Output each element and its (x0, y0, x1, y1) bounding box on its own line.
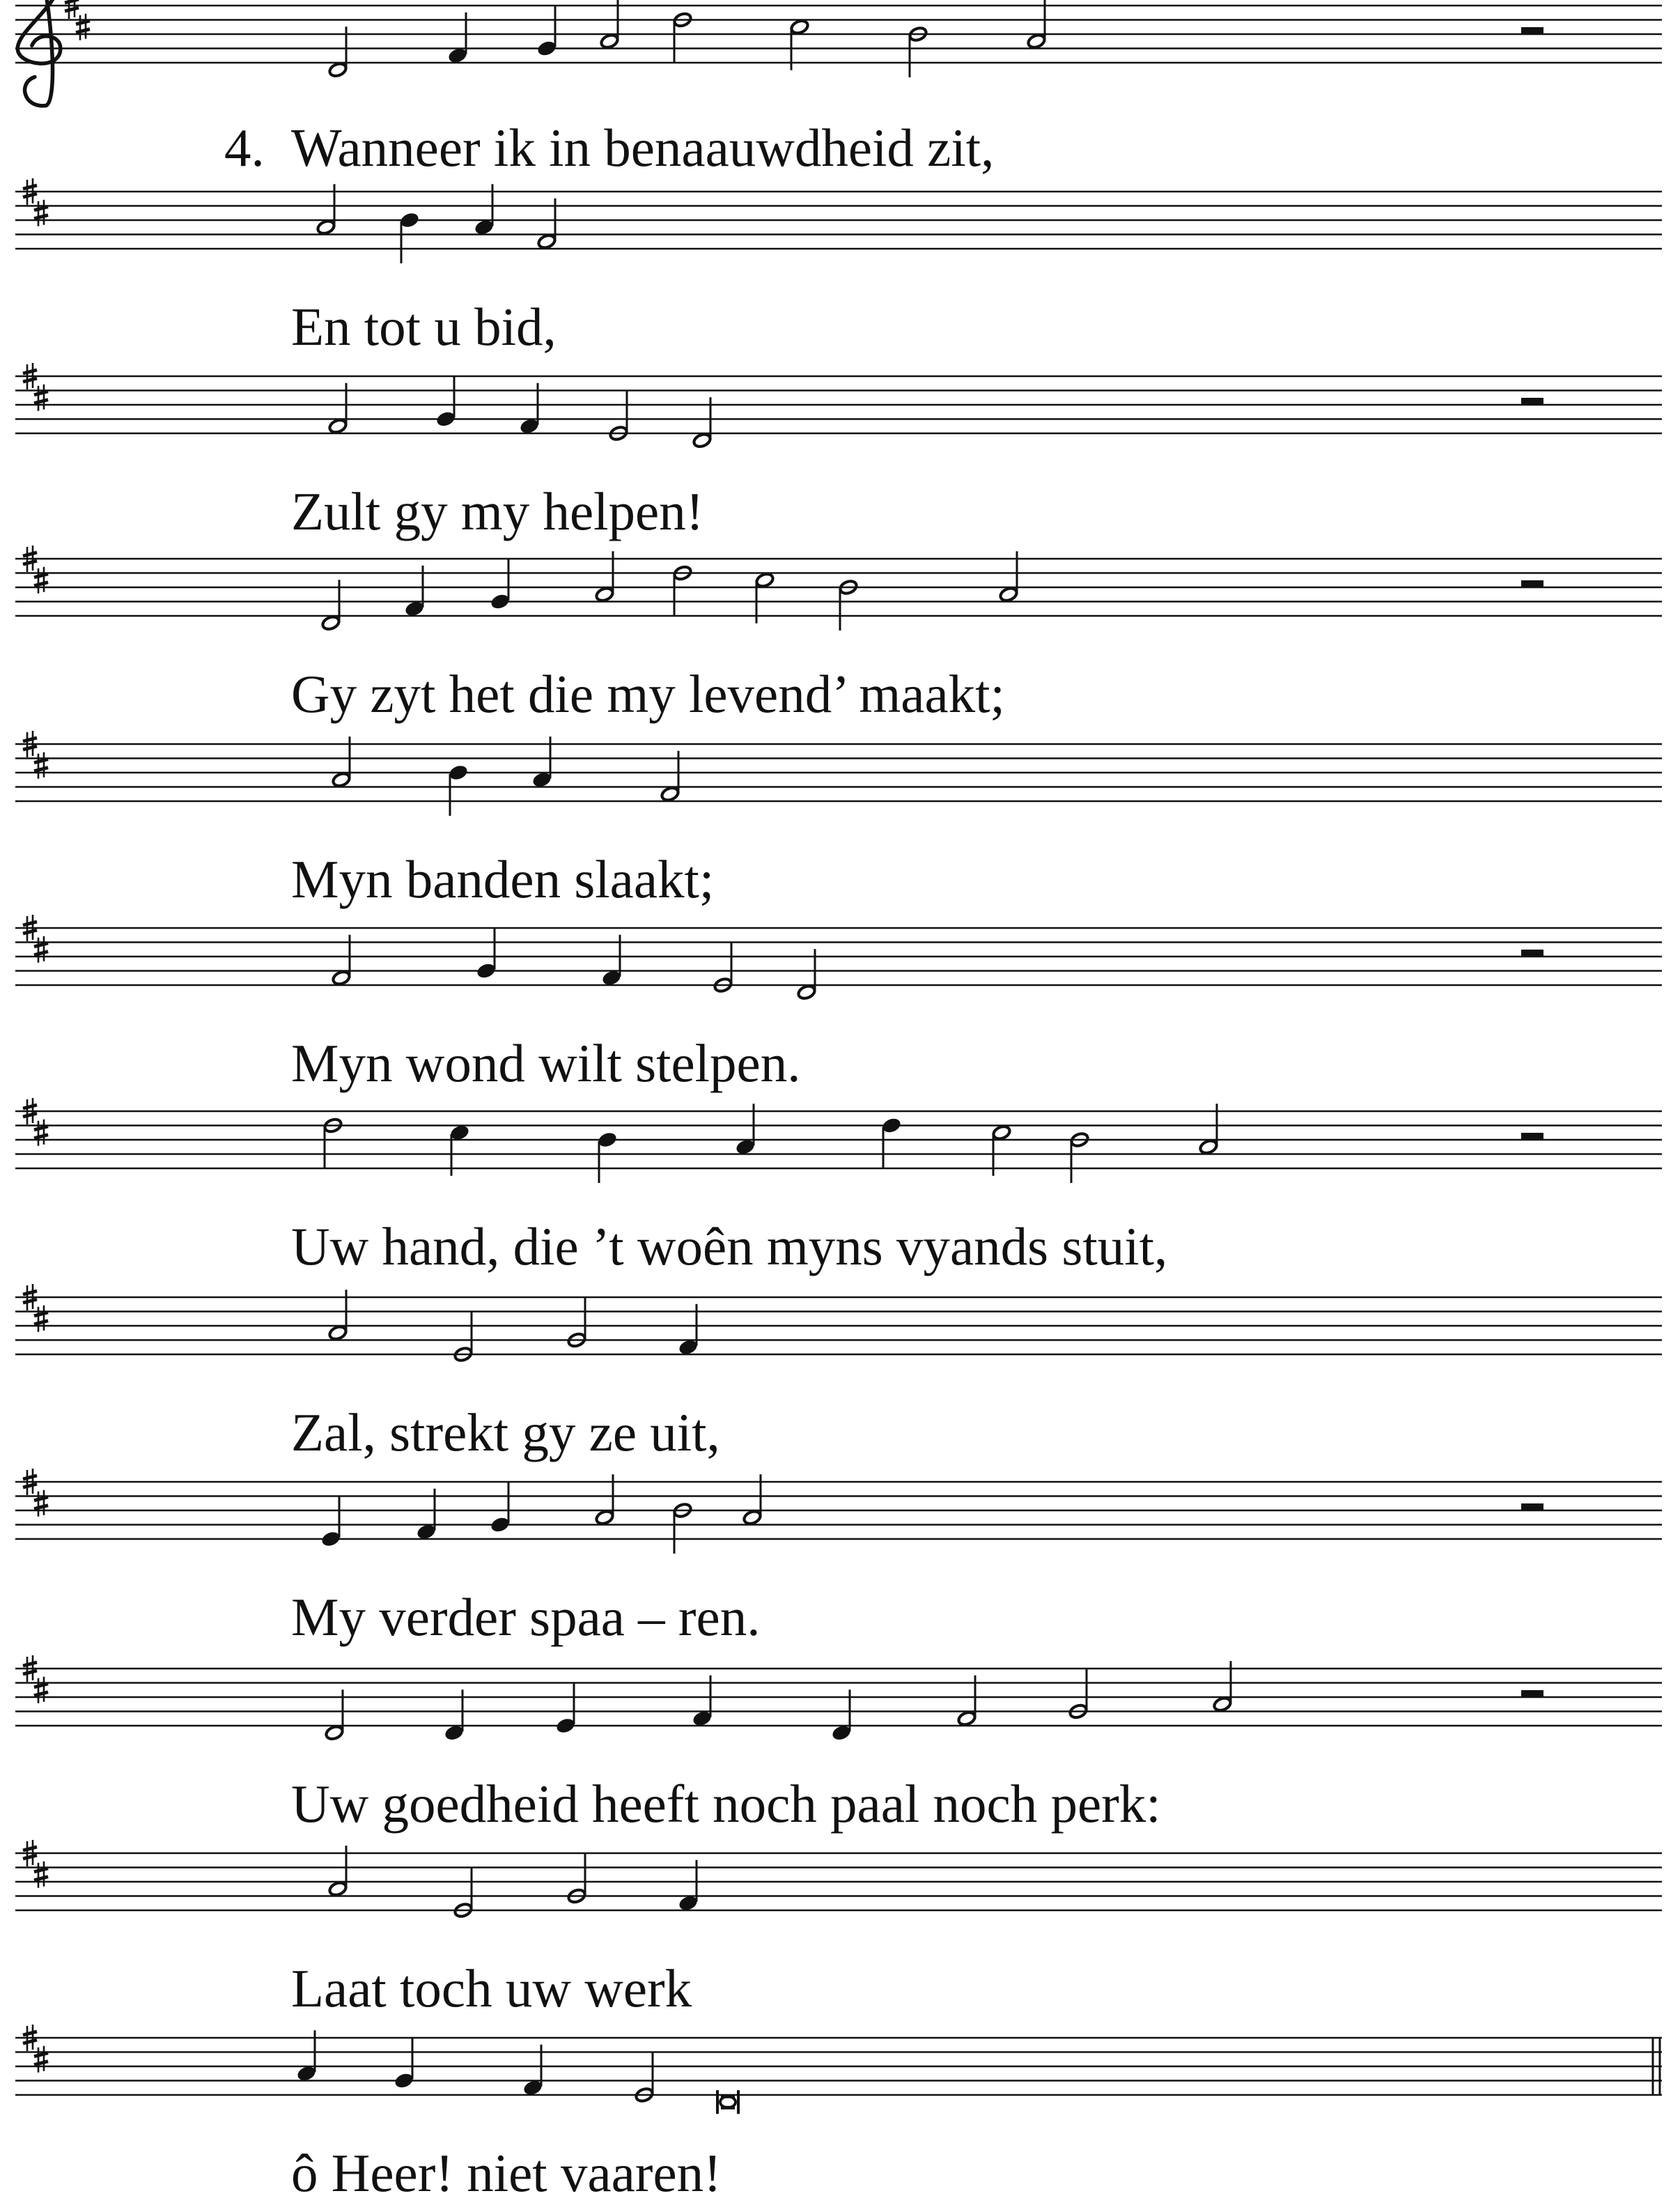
sharp-icon (34, 385, 48, 411)
note (476, 928, 497, 980)
sharp-icon (34, 200, 48, 226)
sharp-icon (34, 567, 48, 594)
note (448, 764, 469, 816)
lyric-line: Wanneer ik in benaauwdheid zit, (291, 118, 995, 178)
sharp-icon (34, 1677, 48, 1703)
staff-system (15, 178, 1662, 263)
staff-system (15, 1284, 1662, 1363)
half-rest-icon (1521, 1690, 1543, 1698)
lyric-line: Zult gy my helpen! (291, 481, 704, 541)
staff-system (15, 0, 1662, 106)
sharp-icon (34, 1120, 48, 1146)
half-rest-icon (1521, 1503, 1543, 1511)
note (1027, 0, 1046, 49)
staff-system (15, 1840, 1662, 1919)
sharp-icon (34, 2046, 48, 2073)
lyric-line: En tot u bid, (291, 297, 557, 357)
note (320, 1496, 342, 1548)
staff-system (15, 1655, 1662, 1742)
sharp-icon (34, 936, 48, 963)
note (490, 559, 511, 611)
lyric-line: Uw hand, die ’t woên myns vyands stuit, (291, 1216, 1168, 1276)
sharp-icon (34, 752, 48, 779)
lyric-line: Laat toch uw werk (291, 1958, 692, 2018)
staff-system (15, 546, 1662, 631)
lyric-line: Myn banden slaakt; (291, 849, 715, 909)
note (555, 1682, 577, 1735)
sharp-icon (76, 14, 90, 40)
breve-note (717, 2090, 738, 2114)
half-rest-icon (1521, 27, 1543, 35)
lyric-line: ô Heer! niet vaaren! (291, 2143, 722, 2203)
note (881, 1116, 903, 1168)
note (536, 6, 558, 58)
note (597, 1131, 619, 1183)
lyric-line: Gy zyt het die my levend’ maakt; (291, 664, 1005, 724)
staff-system (15, 363, 1662, 449)
staff-system (15, 915, 1662, 1000)
half-rest-icon (1521, 398, 1543, 405)
half-rest-icon (1521, 1133, 1543, 1140)
sharp-icon (34, 1490, 48, 1517)
half-rest-icon (1521, 580, 1543, 588)
verse-number: 4. (224, 118, 265, 178)
half-rest-icon (1521, 950, 1543, 957)
lyric-line: Uw goedheid heeft noch paal noch perk: (291, 1774, 1161, 1834)
note (394, 2038, 415, 2090)
sharp-icon (34, 1306, 48, 1332)
staff-system (15, 1469, 1662, 1554)
note (399, 211, 421, 263)
lyric-line: Zal, strekt gy ze uit, (291, 1402, 720, 1462)
staff-system (15, 2025, 1662, 2114)
sharp-icon (65, 0, 79, 19)
treble-clef-icon (17, 0, 61, 106)
staff-system (15, 1098, 1662, 1183)
note (490, 1482, 511, 1534)
note (600, 0, 619, 49)
note (435, 376, 457, 428)
sharp-icon (34, 1862, 48, 1888)
staff-system (15, 731, 1662, 816)
lyric-line: Myn wond wilt stelpen. (291, 1033, 801, 1093)
lyric-line: My verder spaa – ren. (291, 1587, 761, 1647)
